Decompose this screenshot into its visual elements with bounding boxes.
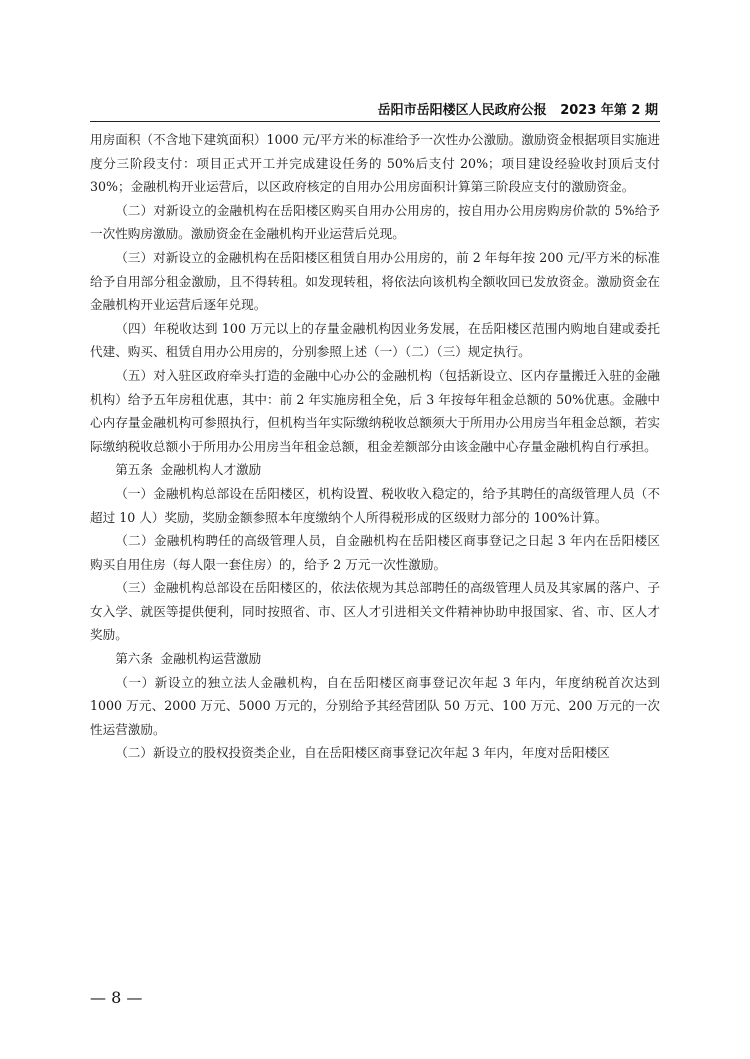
- paragraph: （二）金融机构聘任的高级管理人员，自金融机构在岳阳楼区商事登记之日起 3 年内在岳阳楼区购买自用住房（每人限一套住房）的，给予 2 万元一次性激励。: [90, 533, 660, 572]
- article-title: 金融机构运营激励: [160, 651, 262, 667]
- article-heading: [90, 647, 660, 671]
- paragraph: （二）对新设立的金融机构在岳阳楼区购买自用办公用房的，按自用办公用房购房价款的 5%给予一次性购房激励。激励资金在金融机构开业运营后兑现。: [90, 202, 660, 242]
- paragraph: （一）新设立的独立法人金融机构，自在岳阳楼区商事登记次年起 3 年内，年度纳税首次达到 1000 万元、2000 万元、5000 万元的，分别给予其经营团队 50 万元、100 万元、200 万元的一次性运营激励。: [90, 674, 660, 737]
- page-number: — 8 —: [90, 988, 143, 1007]
- paragraph: （三）金融机构总部设在岳阳楼区的，依法依规为其总部聘任的高级管理人员及其家属的落户、子女入学、就医等提供便利，同时按照省、市、区人才引进相关文件精神协助申报国家、省、市、区人才奖励。: [90, 580, 660, 643]
- article-number: 第五条: [115, 462, 153, 478]
- paragraph: （二）新设立的股权投资类企业，自在岳阳楼区商事登记次年起 3 年内，年度对岳阳楼区: [115, 745, 610, 761]
- paragraph: （五）对入驻区政府牵头打造的金融中心办公的金融机构（包括新设立、区内存量搬迁入驻的金融机构）给予五年房租优惠，其中：前 2 年实施房租全免，后 3 年按每年租金总额的 50%优惠。金融中心内存量金融机构可参照执行，但机构当年实际缴纳税收总额须大于所用办公用房当年租金总额，若实际缴纳税收总额小于所用办公用房当年租金总额，租金差额部分由该金融中心存量金融机构自行承担。: [90, 367, 660, 454]
- paragraph: 用房面积（不含地下建筑面积）1000 元/平方米的标准给予一次性办公激励。激励资金根据项目实施进度分三阶段支付：项目正式开工并完成建设任务的 50%后支付 20%；项目建设经验收封顶后支付 30%；金融机构开业运营后，以区政府核定的自用办公用房面积计算第三阶段应支付的激励资金。: [90, 132, 660, 195]
- article-title: 金融机构人才激励: [160, 462, 262, 478]
- page-header: [90, 99, 658, 118]
- document-body: [90, 128, 660, 765]
- paragraph: （四）年税收达到 100 万元以上的存量金融机构因业务发展，在岳阳楼区范围内购地自建或委托代建、购买、租赁自用办公用房的，分别参照上述（一）（二）（三）规定执行。: [90, 320, 660, 360]
- gazette-title: 岳阳市岳阳楼区人民政府公报: [377, 103, 547, 118]
- article-number: 第六条: [115, 651, 153, 667]
- article-heading: [90, 458, 660, 482]
- paragraph: （一）金融机构总部设在岳阳楼区，机构设置、税收收入稳定的，给予其聘任的高级管理人员（不超过 10 人）奖励，奖励金额参照本年度缴纳个人所得税形成的区级财力部分的 100%计算。: [90, 485, 660, 525]
- paragraph: （三）对新设立的金融机构在岳阳楼区租赁自用办公用房的，前 2 年每年按 200 元/平方米的标准给予自用部分租金激励，且不得转租。如发现转租，将依法向该机构全额收回已发放资金。激励资金在金融机构开业运营后逐年兑现。: [90, 249, 660, 313]
- issue-number: 2023 年第 2 期: [560, 103, 658, 118]
- header-divider: [90, 121, 660, 122]
